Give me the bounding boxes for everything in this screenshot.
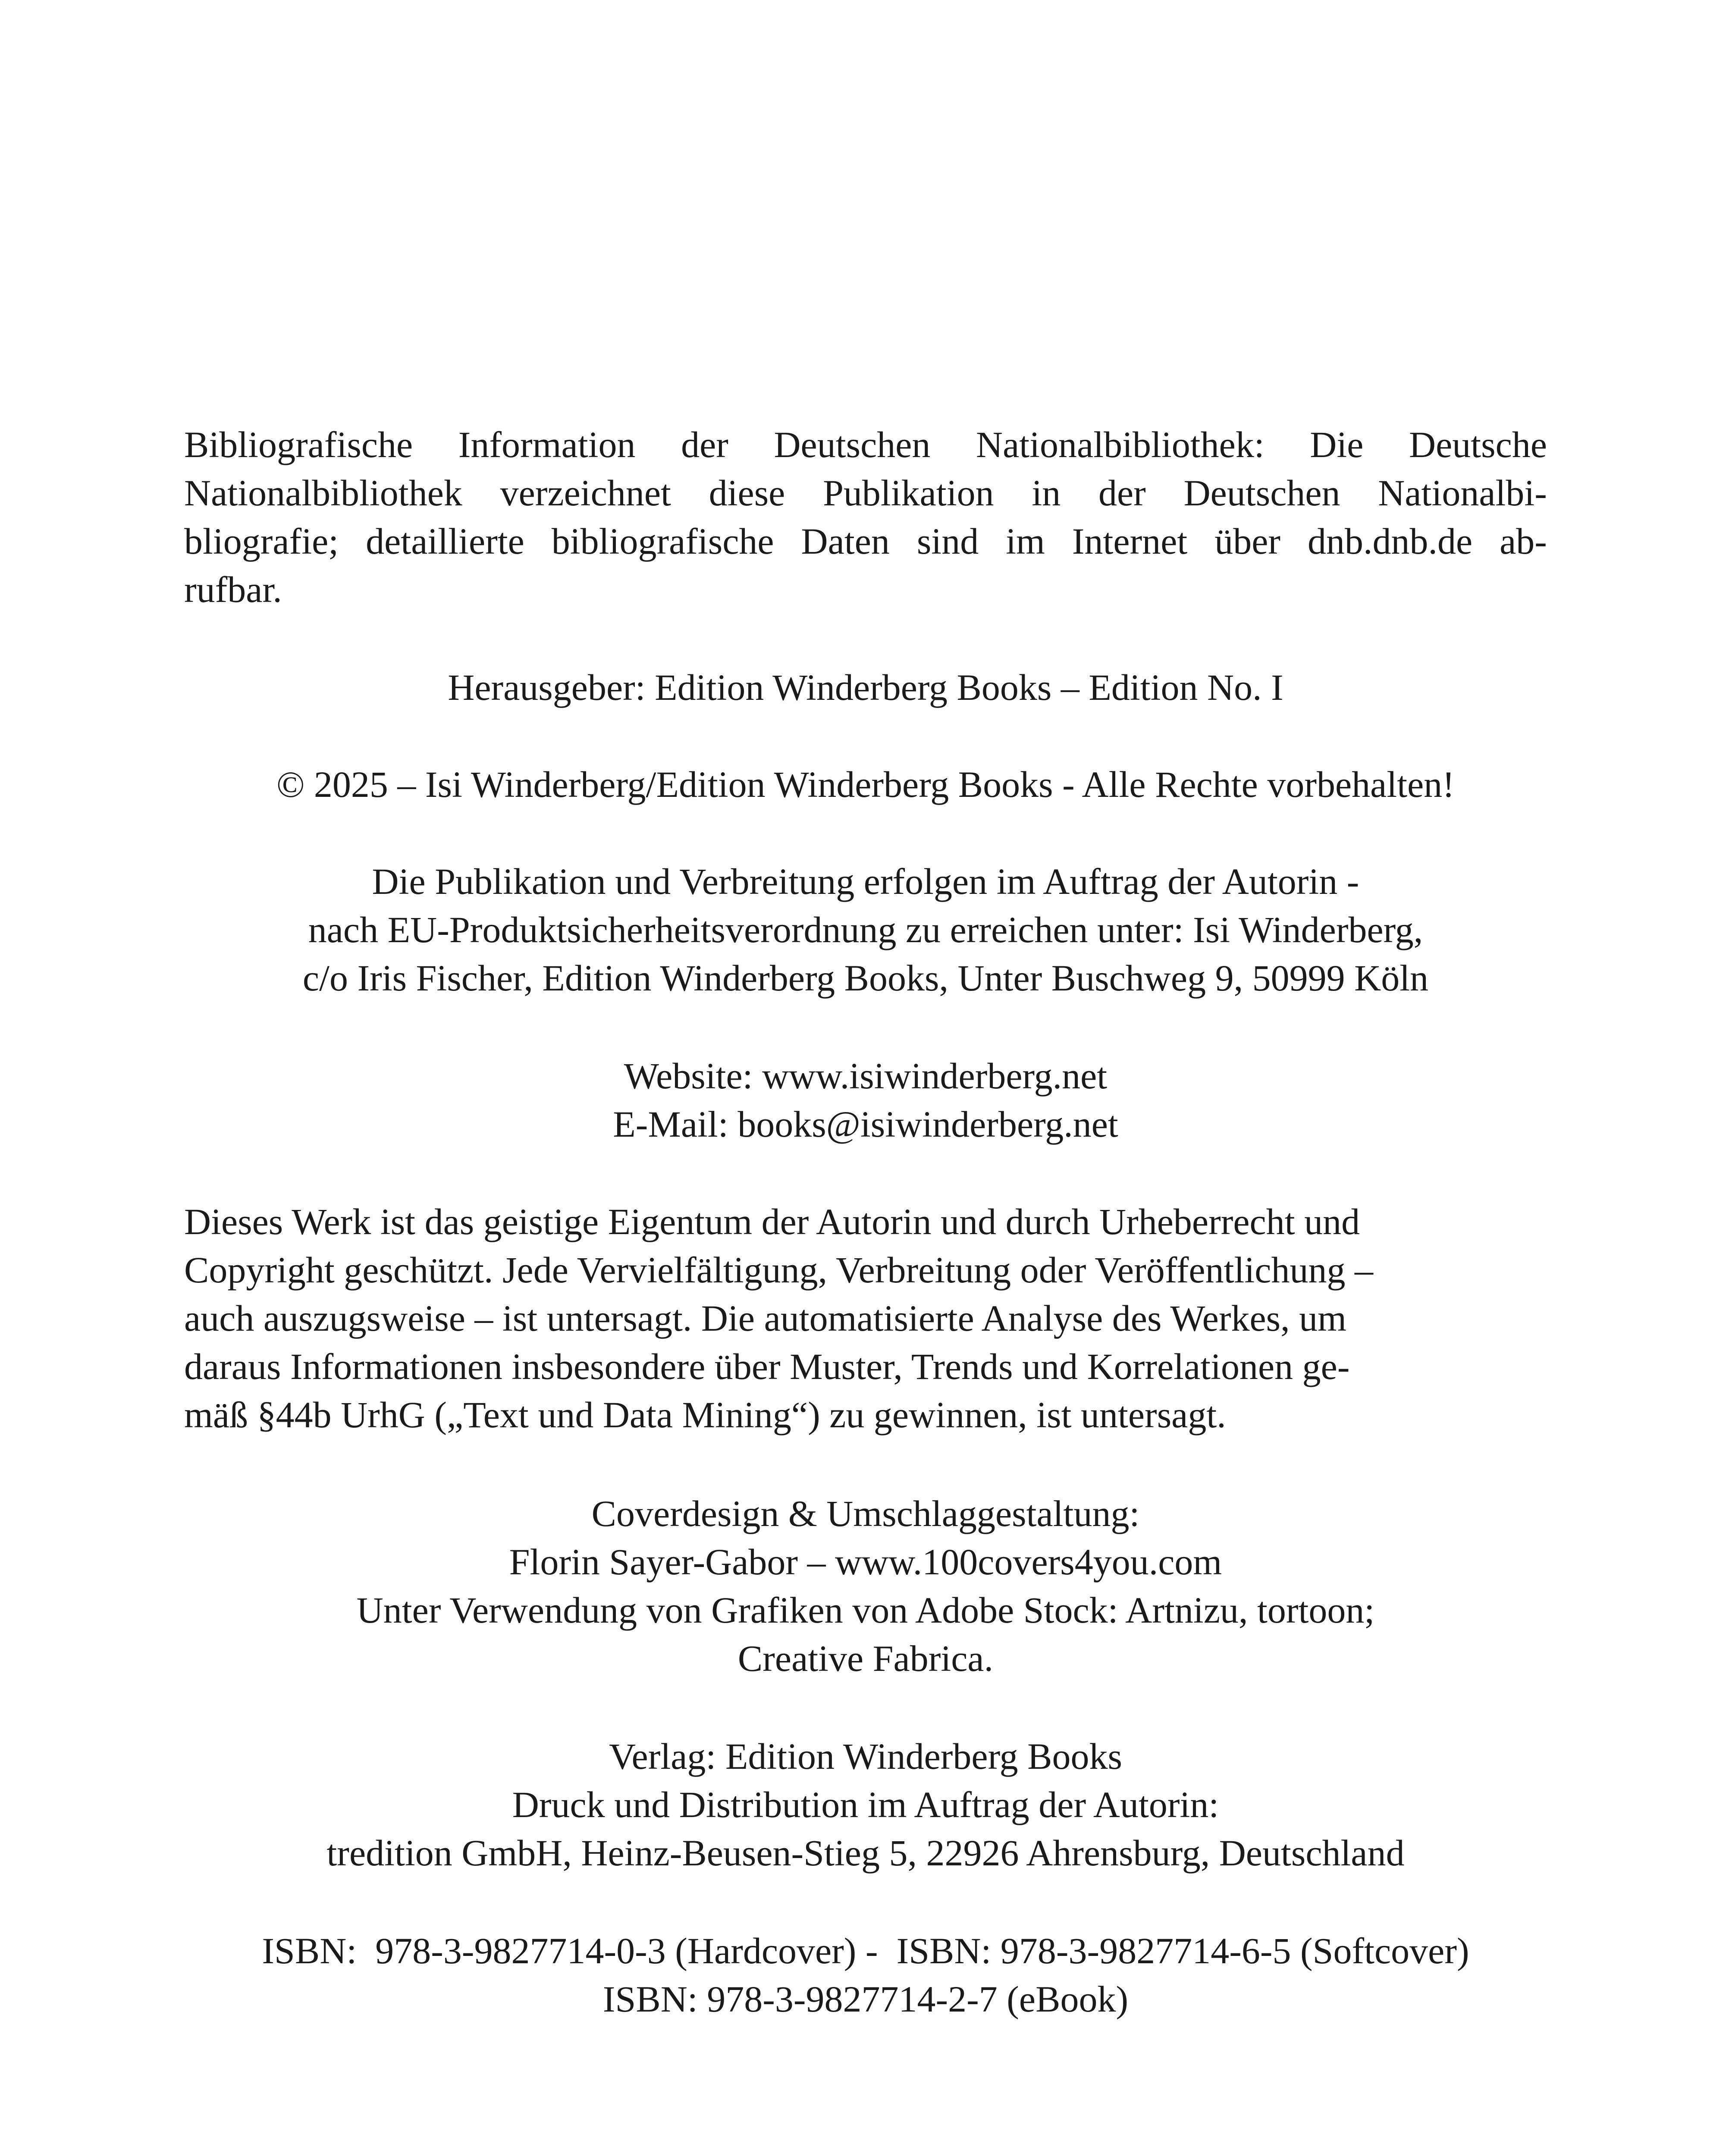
rights-line-3: auch auszugsweise – ist untersagt. Die automatisierte Analyse des Werkes, um (184, 1297, 1347, 1339)
rights-line-4: daraus Informationen insbesondere über Muster, Trends und Korrelationen ge- (184, 1346, 1350, 1387)
imprint-line-1: Verlag: Edition Winderberg Books (609, 1736, 1123, 1777)
publisher-line (184, 663, 1547, 711)
cover-credits-line-3: Unter Verwendung von Grafiken von Adobe Stock: Artnizu, tortoon; (356, 1589, 1375, 1631)
publication-notice-line-2: nach EU-Produktsicherheitsverordnung zu erreichen unter: Isi Winderberg, (308, 909, 1423, 950)
cover-credits-line-1: Coverdesign & Umschlaggestaltung: (591, 1493, 1140, 1534)
website-line: Website: www.isiwinderberg.net (624, 1055, 1108, 1097)
copyright-line (184, 760, 1547, 808)
publication-notice-line-1: Die Publikation und Verbreitung erfolgen im Auftrag der Autorin - (372, 861, 1359, 902)
rights-line-2: Copyright geschützt. Jede Vervielfältigung, Verbreitung oder Veröffentlichung – (184, 1249, 1373, 1291)
isbn-line-1: ISBN: 978-3-9827714-0-3 (Hardcover) - ISBN: 978-3-9827714-6-5 (Softcover) (262, 1930, 1469, 1971)
rights-line-5: mäß §44b UrhG („Text und Data Mining“) zu gewinnen, ist untersagt. (184, 1394, 1226, 1435)
bibliographic-info-line-4: rufbar. (184, 569, 282, 610)
email-line: E-Mail: books@isiwinderberg.net (613, 1103, 1118, 1145)
publication-notice-line-3: c/o Iris Fischer, Edition Winderberg Books, Unter Buschweg 9, 50999 Köln (302, 957, 1429, 999)
bibliographic-info-line-1: Bibliografische Information der Deutschen Nationalbibliothek: Die Deutsche (184, 424, 1547, 465)
bibliographic-info-paragraph (184, 420, 1547, 614)
contact-block (184, 1052, 1547, 1148)
isbn-line-2: ISBN: 978-3-9827714-2-7 (eBook) (602, 1978, 1129, 2020)
isbn-block (184, 1927, 1547, 2023)
imprint-line-3: tredition GmbH, Heinz-Beusen-Stieg 5, 22926 Ahrensburg, Deutschland (326, 1832, 1405, 1874)
publication-notice (184, 857, 1547, 1002)
cover-credits (184, 1489, 1547, 1683)
imprint-line-2: Druck und Distribution im Auftrag der Autorin: (512, 1784, 1219, 1825)
cover-credits-line-4: Creative Fabrica. (737, 1638, 994, 1679)
rights-line-1: Dieses Werk ist das geistige Eigentum der Autorin und durch Urheberrecht und (184, 1201, 1360, 1242)
imprint-block (184, 1732, 1547, 1877)
publisher-text: Herausgeber: Edition Winderberg Books – Edition No. I (448, 667, 1283, 708)
rights-paragraph (184, 1197, 1547, 1439)
bibliographic-info-line-3: bliografie; detaillierte bibliografische Daten sind im Internet über dnb.dnb.de ab- (184, 520, 1547, 562)
bibliographic-info-line-2: Nationalbibliothek verzeichnet diese Publikation in der Deutschen Nationalbi- (184, 472, 1547, 514)
cover-credits-line-2: Florin Sayer-Gabor – www.100covers4you.com (509, 1541, 1222, 1583)
copyright-text: © 2025 – Isi Winderberg/Edition Winderberg Books - Alle Rechte vorbehalten! (276, 764, 1455, 805)
